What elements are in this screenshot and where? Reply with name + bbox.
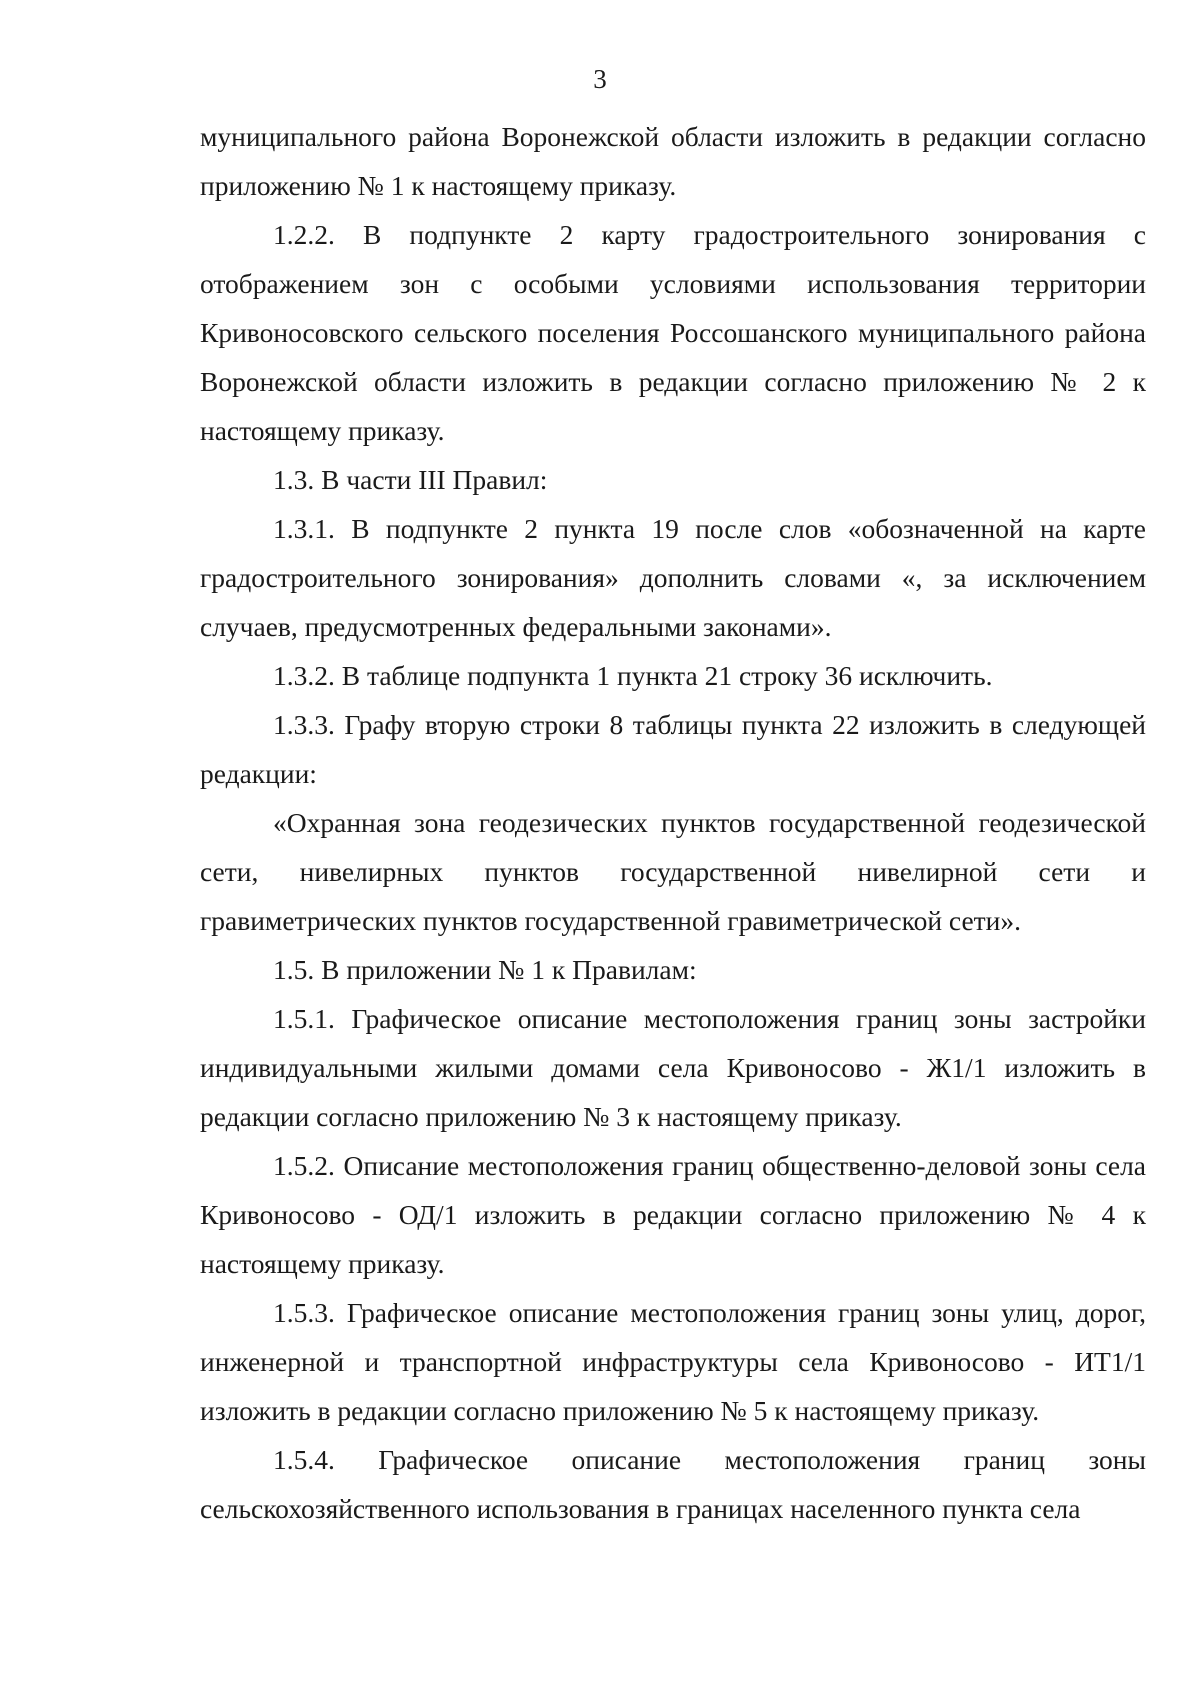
paragraph-1-2-2: 1.2.2. В подпункте 2 карту градостроительного зонирования с отображением зон с особыми условиями использования территории Кривоносовского сельского поселения Россошанского муниципального района Воронежской области изложить в редакции согласно приложению № 2 к настоящему приказу. — [200, 219, 1146, 446]
paragraph-1-3-3: 1.3.3. Графу вторую строки 8 таблицы пункта 22 изложить в следующей редакции: — [200, 709, 1146, 789]
paragraph-1-3-1: 1.3.1. В подпункте 2 пункта 19 после слов «обозначенной на карте градостроительного зонирования» дополнить словами «, за исключением случаев, предусмотренных федеральными законами». — [200, 513, 1146, 642]
paragraph-1-3: 1.3. В части III Правил: — [273, 464, 548, 495]
paragraph-1-3-2: 1.3.2. В таблице подпункта 1 пункта 21 строку 36 исключить. — [273, 660, 993, 691]
paragraph-1-5-3: 1.5.3. Графическое описание местоположения границ зоны улиц, дорог, инженерной и транспортной инфраструктуры села Кривоносово - ИТ1/1 изложить в редакции согласно приложению № 5 к настоящему приказу. — [200, 1297, 1146, 1426]
document-body — [200, 112, 1146, 1533]
paragraph-1-5: 1.5. В приложении № 1 к Правилам: — [273, 954, 697, 985]
paragraph-continuation: муниципального района Воронежской области изложить в редакции согласно приложению № 1 к настоящему приказу. — [200, 121, 1146, 201]
paragraph-1-5-1: 1.5.1. Графическое описание местоположения границ зоны застройки индивидуальными жилыми домами села Кривоносово - Ж1/1 изложить в редакции согласно приложению № 3 к настоящему приказу. — [200, 1003, 1146, 1132]
paragraph-1-5-4: 1.5.4. Графическое описание местоположения границ зоны сельскохозяйственного использования в границах населенного пункта села — [200, 1444, 1146, 1524]
paragraph-1-5-2: 1.5.2. Описание местоположения границ общественно-деловой зоны села Кривоносово - ОД/1 изложить в редакции согласно приложению № 4 к настоящему приказу. — [200, 1150, 1146, 1279]
page-number: 3 — [593, 64, 607, 94]
paragraph-quote: «Охранная зона геодезических пунктов государственной геодезической сети, нивелирных пунктов государственной нивелирной сети и гравиметрических пунктов государственной гравиметрической сети». — [200, 807, 1146, 936]
